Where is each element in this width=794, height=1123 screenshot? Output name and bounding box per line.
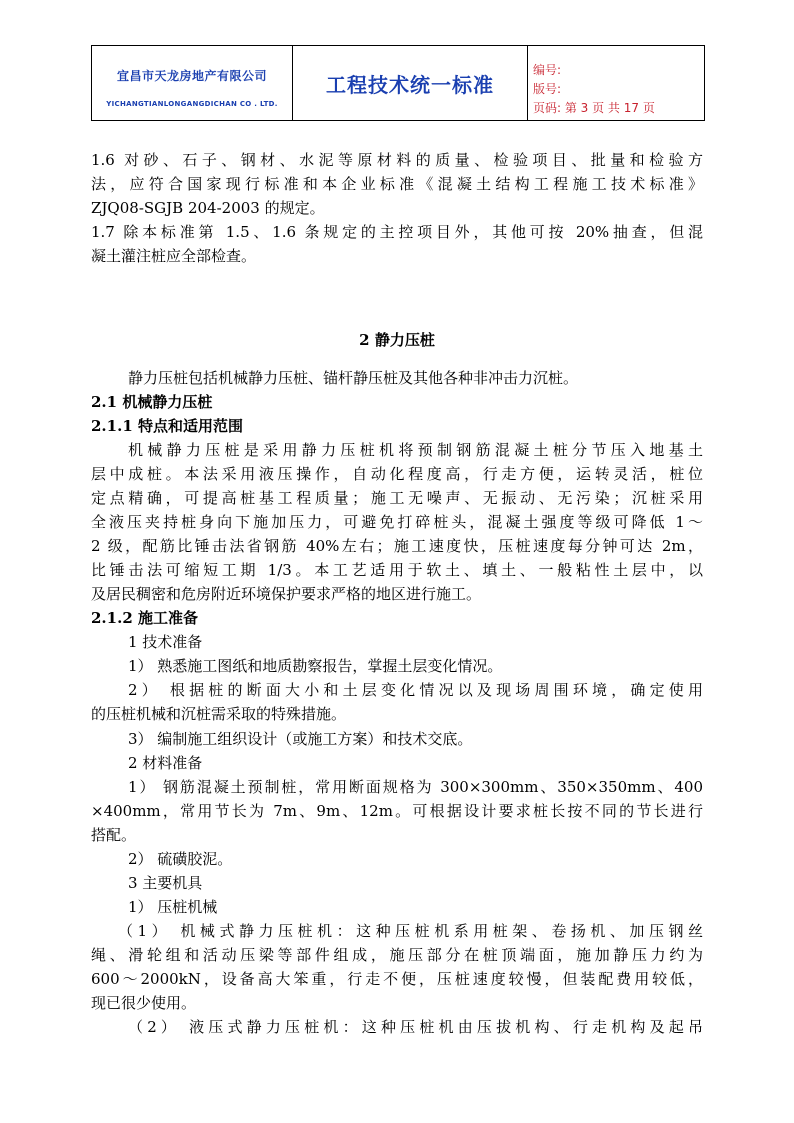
list-item: 2） 根据桩的断面大小和土层变化情况以及现场周围环境，确定使用 [128,681,703,699]
meta-cell [528,46,704,120]
list-heading: 1 技术准备 [128,633,203,651]
list-heading: 2 材料准备 [128,754,203,772]
page-label: 页码: 第 3 页 共 17 页 [533,101,655,115]
text-line: ×400mm，常用节长为 7m、9m、12m。可根据设计要求桩长按不同的节长进行 [91,802,703,820]
document-header [91,45,705,121]
subsection-heading: 2.1.2 施工准备 [91,609,198,627]
subsection-heading: 2.1 机械静力压桩 [91,393,213,411]
text-line: 机械静力压桩是采用静力压桩机将预制钢筋混凝土桩分节压入地基土 [128,441,703,459]
title-cell [293,46,528,120]
subsection-heading: 2.1.1 特点和适用范围 [91,417,243,435]
number-label: 编号: [533,63,562,77]
company-name-en: YICHANGTIANLONGANGDICHAN CO . LTD. [106,100,278,108]
text-line: 搭配。 [91,826,137,844]
text-line: 层中成桩。本法采用液压操作，自动化程度高，行走方便，运转灵活，桩位 [91,465,703,483]
text-line: 静力压桩包括机械静力压桩、锚杆静压桩及其他各种非冲击力沉桩。 [128,369,579,387]
list-item: 1） 熟悉施工图纸和地质勘察报告，掌握土层变化情况。 [128,657,503,675]
list-heading: 3 主要机具 [128,874,203,892]
list-item: 1） 压桩机械 [128,898,218,916]
text-line: 600～2000kN，设备高大笨重，行走不便，压桩速度较慢，但装配费用较低， [91,970,703,988]
text-line: 现已很少使用。 [91,994,197,1012]
text-line: ZJQ08-SGJB 204-2003 的规定。 [91,199,325,217]
text-line: 2 级，配筋比锤击法省钢筋 40%左右；施工速度快，压桩速度每分钟可达 2m， [91,537,703,555]
section-heading: 2 静力压桩 [359,331,435,349]
text-line: 全液压夹持桩身向下施加压力，可避免打碎桩头，混凝土强度等级可降低 1～ [91,513,703,531]
text-line: 法，应符合国家现行标准和本企业标准《混凝土结构工程施工技术标准》 [91,175,703,193]
company-name-cn: 宜昌市天龙房地产有限公司 [116,69,267,83]
text-line: 1.7 除本标准第 1.5、1.6 条规定的主控项目外，其他可按 20%抽查，但混 [91,223,703,241]
text-line: 绳、滑轮组和活动压梁等部件组成，施压部分在桩顶端面，施加静压力约为 [91,946,703,964]
list-item: （2） 液压式静力压桩机：这种压桩机由压拔机构、行走机构及起吊 [128,1018,703,1036]
list-item: 2） 硫磺胶泥。 [128,850,233,868]
text-line: 定点精确，可提高桩基工程质量；施工无噪声、无振动、无污染；沉桩采用 [91,489,703,507]
text-line: 比锤击法可缩短工期 1/3。本工艺适用于软土、填土、一般粘性土层中，以 [91,561,703,579]
text-line: 1.6 对砂、石子、钢材、水泥等原材料的质量、检验项目、批量和检验方 [91,151,703,169]
company-cell [92,46,293,120]
document-title: 工程技术统一标准 [326,72,494,97]
version-label: 版号: [533,82,562,96]
list-item: 1） 钢筋混凝土预制桩，常用断面规格为 300×300mm、350×350mm、400 [128,778,703,796]
list-item: （1） 机械式静力压桩机：这种压桩机系用桩架、卷扬机、加压钢丝 [118,922,703,940]
text-line: 的压桩机械和沉桩需采取的特殊措施。 [91,705,347,723]
text-line: 及居民稠密和危房附近环境保护要求严格的地区进行施工。 [91,585,482,603]
text-line: 凝土灌注桩应全部检查。 [91,247,257,265]
list-item: 3） 编制施工组织设计（或施工方案）和技术交底。 [128,730,473,748]
